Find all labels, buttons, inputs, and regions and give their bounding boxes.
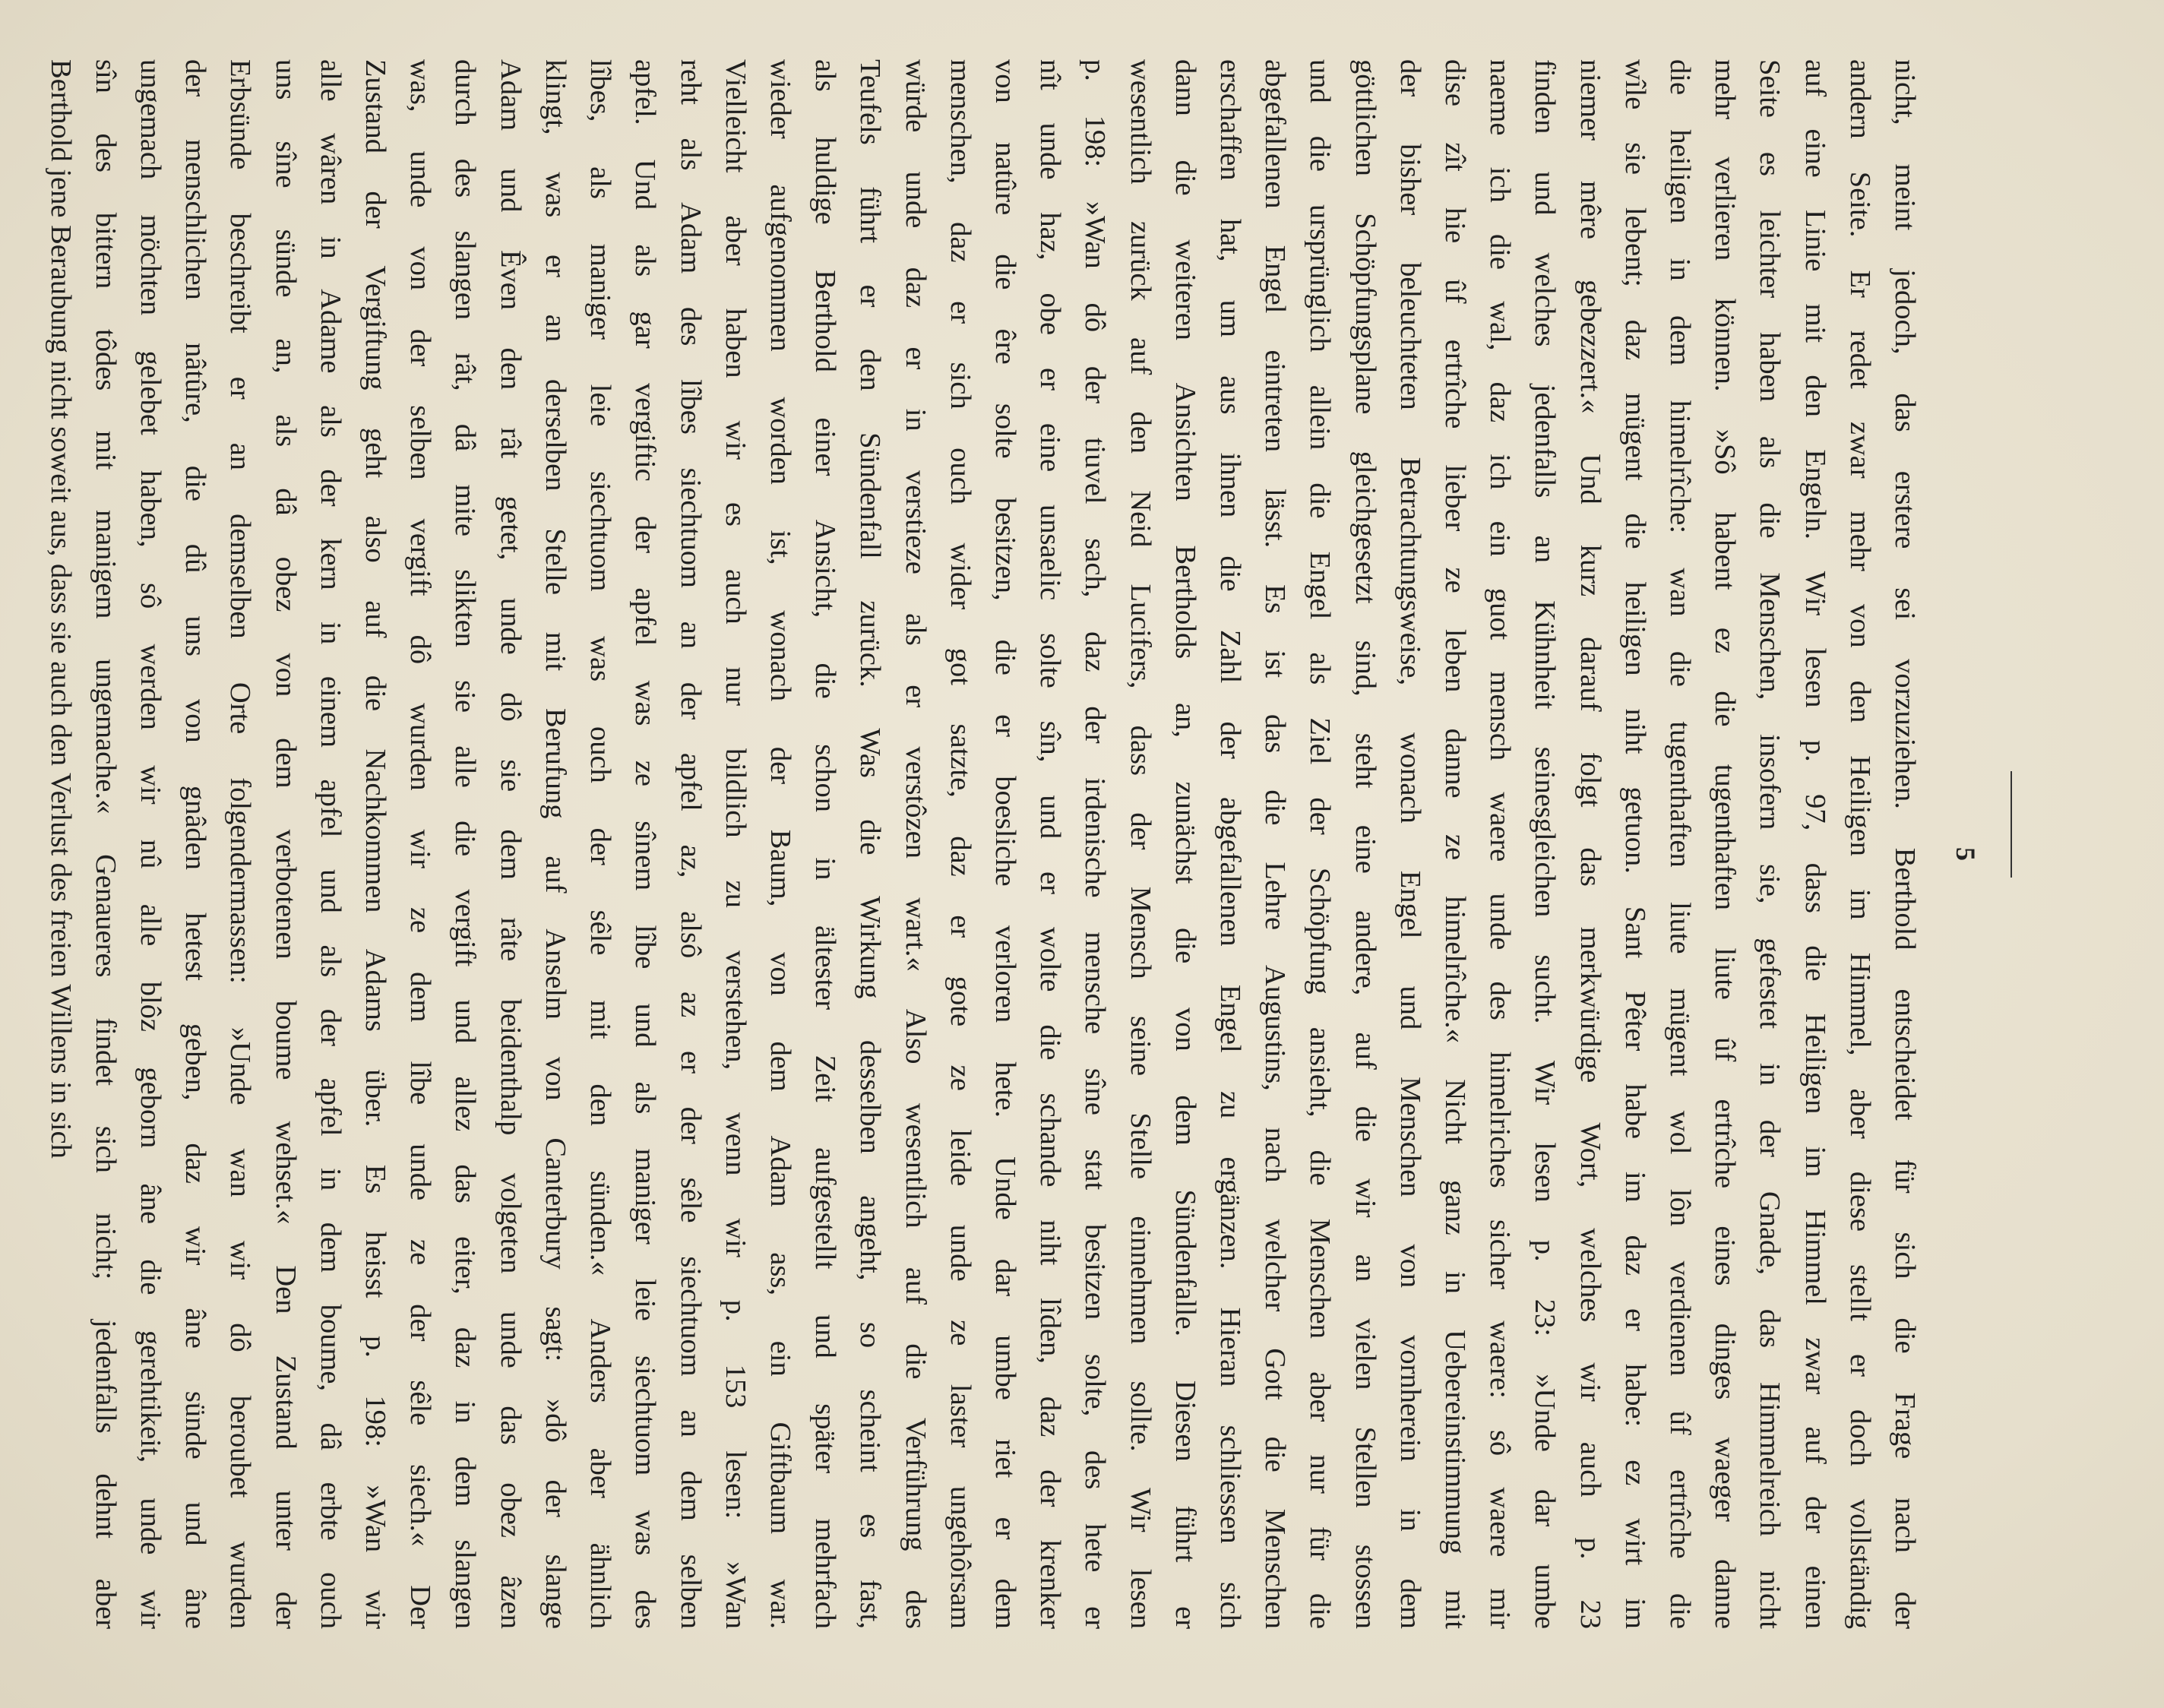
text-line: niemer mêre gebezzert.« Und kurz darauf folgt das merkwürdige Wort, welches wir auch p. 23 — [1574, 59, 1606, 1629]
text-line: auf eine Linie mit den Engeln. Wir lesen p. 97, dass die Heiligen im Himmel zwar auf der einen — [1799, 59, 1831, 1629]
text-line: uns sîne sünde an, als dâ obez von dem verbotenen boume wehset.« Den Zustand unter der — [269, 59, 302, 1629]
text-line: mehr verlieren können. »Sô habent ez die tugenthaften liute ûf ertrîche eines dinges waeger danne — [1709, 59, 1742, 1629]
text-line: nît unde haz, obe er eine unsaelic solte sîn, und er wolte die schande niht lîden, daz der krenker — [1034, 59, 1067, 1629]
text-line: dise zît hie ûf ertrîche lieber ze leben danne ze himelrîche.« Nicht ganz in Uebereinstimmung mit — [1438, 59, 1471, 1629]
text-line: würde unde daz er in verstieze als er verstôzen wart.« Also wesentlich auf die Verführung des — [899, 59, 932, 1629]
text-line: abgefallenen Engel eintreten lässt. Es ist das die Lehre Augustins, nach welcher Gott die Menschen — [1259, 59, 1292, 1629]
text-line: nicht, meint jedoch, das erstere sei vorzuziehen. Berthold entscheidet für sich die Frage nach der — [1889, 59, 1921, 1629]
text-line: was, unde von der selben vergift dô wurden wir ze dem lîbe unde ze der sêle siech.« Der — [404, 59, 437, 1629]
text-line: klingt, was er an derselben Stelle mit Berufung auf Anselm von Canterbury sagt: »dô der slange — [539, 59, 571, 1629]
text-line: durch des slangen rât, dâ mite slikten sie alle die vergift und allez das eiter, daz in dem slangen — [449, 59, 482, 1629]
page-number: 5 — [1950, 847, 1981, 861]
text-line: sîn des bittern tôdes mit manigem ungemache.« Genaueres findet sich nicht; jedenfalls dehnt aber — [89, 59, 122, 1629]
text-line: ungemach möchten gelebet haben, sô werden wir nû alle blôz geborn âne die gerehtikeit, unde wir — [134, 59, 167, 1629]
text-line: die heiligen in dem himelrîche: wan die tugenthaften liute mügent wol lôn verdienen ûf ertrîche die — [1663, 59, 1696, 1629]
text-line: göttlichen Schöpfungsplane gleichgesetzt sind, steht eine andere, auf die wir an vielen Stellen stossen — [1349, 59, 1381, 1629]
header-rule — [2011, 771, 2012, 878]
text-line: und die ursprünglich allein die Engel als Ziel der Schöpfung ansieht, die Menschen aber nur für die — [1304, 59, 1337, 1629]
text-line: Erbsünde beschreibt er an demselben Orte folgendermassen: »Unde wan wir dô beroubet wurden — [224, 59, 257, 1629]
text-line: dann die weiteren Ansichten Bertholds an, zunächst die von dem Sündenfalle. Diesen führt er — [1169, 59, 1201, 1629]
text-line: naeme ich die wal, daz ich ein guot mensch waere unde des himelriches sicher waere: sô waere mir — [1484, 59, 1517, 1629]
text-line: von natûre die êre solte besitzen, die er boesliche verloren hete. Unde dar umbe riet er dem — [989, 59, 1021, 1629]
text-line: Adam und Êven den rât getet, unde dô sie dem râte beidenthalp volgeten unde das obez âzen — [494, 59, 527, 1629]
text-line: Teufels führt er den Sündenfall zurück. Was die Wirkung desselben angeht, so scheint es fast, — [854, 59, 887, 1629]
text-line: Vielleicht aber haben wir es auch nur bildlich zu verstehen, wenn wir p. 153 lesen: »Wan — [719, 59, 751, 1629]
text-line: reht als Adam des lîbes siechtuom an der apfel az, alsô az er der sêle siechtuom an dem selben — [674, 59, 707, 1629]
text-line: menschen, daz er sich ouch wider got satzte, daz er gote ze leide unde ze laster ungehôrsam — [944, 59, 976, 1629]
text-line: wesentlich zurück auf den Neid Lucifers, dass der Mensch seine Stelle einnehmen sollte. Wir lesen — [1124, 59, 1156, 1629]
text-line: lîbes, als maniger leie siechtuom was ouch der sêle mit den sünden.« Anders aber ähnlich — [584, 59, 617, 1629]
text-line: wîle sie lebent; daz mügent die heiligen niht getuon. Sant Pêter habe im daz er habe: ez wirt im — [1618, 59, 1651, 1629]
text-line: der menschlichen nâtûre, die dû uns von gnâden hetest geben, daz wir âne sünde und âne — [179, 59, 212, 1629]
text-line: erschaffen hat, um aus ihnen die Zahl der abgefallenen Engel zu ergänzen. Hieran schliessen sich — [1213, 59, 1246, 1629]
text-line: Zustand der Vergiftung geht also auf die Nachkommen Adams über. Es heisst p. 198: »Wan wir — [359, 59, 392, 1629]
text-line: andern Seite. Er redet zwar mehr von den Heiligen im Himmel, aber diese stellt er doch vollständig — [1843, 59, 1876, 1629]
text-line: als huldige Berthold einer Ansicht, die schon in ältester Zeit aufgestellt und später mehrfach — [809, 59, 842, 1629]
text-line: finden und welches jedenfalls an Kühnheit seinesgleichen sucht. Wir lesen p. 23: »Unde dar umbe — [1529, 59, 1561, 1629]
text-line: apfel. Und als gar vergiftic der apfel was ze sînem lîbe und als maniger leie siechtuom was des — [629, 59, 662, 1629]
text-line: alle wâren in Adame als der kern in einem apfel und als der apfel in dem boume, dâ erbte ouch — [314, 59, 346, 1629]
text-line: p. 198: »Wan dô der tiuvel sach, daz der irdenische mensche sîne stat besitzen solte, des hete er — [1079, 59, 1112, 1629]
text-line: der bisher beleuchteten Betrachtungsweise, wonach Engel und Menschen von vornherein in dem — [1394, 59, 1426, 1629]
text-line: wieder aufgenommen worden ist, wonach der Baum, von dem Adam ass, ein Giftbaum war. — [764, 59, 796, 1629]
text-line: Berthold jene Beraubung nicht soweit aus, dass sie auch den Verlust des freien Willens in sich — [44, 59, 77, 1159]
text-line: Seite es leichter haben als die Menschen, insofern sie, gefestet in der Gnade, das Himmelreich nicht — [1754, 59, 1786, 1629]
body-text — [37, 59, 1927, 1629]
